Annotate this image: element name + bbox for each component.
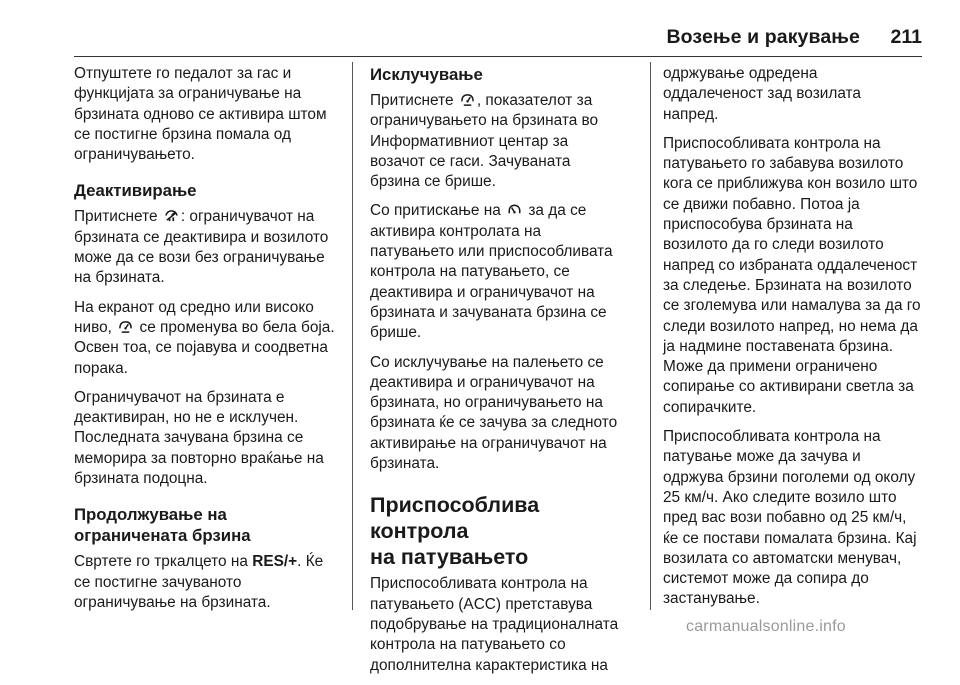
watermark: carmanualsonline.info <box>686 618 846 635</box>
paragraph-ignition-off: Со исклучување на палењето се деактивира и ограничувачот на брзината, но ограничувањето на брзината ќе се зачува за следното активирање на ограничувачот на брзината. <box>370 353 618 473</box>
speed-limiter-pause-icon <box>164 208 179 223</box>
paragraph-display-white <box>74 298 342 379</box>
text-fragment: Свртете го тркалцето на <box>74 553 253 571</box>
text-fragment: Со притискање на <box>370 202 506 220</box>
text-fragment: На екранот од средно или високо ниво, <box>74 298 314 336</box>
res-plus-key: RES/+ <box>252 553 298 571</box>
column-3 <box>663 64 929 619</box>
paragraph-acc-speeds: Приспособливата контрола на патување може да зачува и одржува брзини поголеми од околу 25 км/ч. Ако следите возило што пред вас вози побавно од 25 км/ч, ќе се постави помалата брзина. Кај возилата со автоматски менувач, системот може да сопира до застанување. <box>663 428 917 608</box>
text-fragment: Притиснете <box>370 92 458 109</box>
text-fragment: Притиснете <box>74 208 162 226</box>
paragraph-acc-intro: Приспособливата контрола на патувањето (ACC) претставува подобрување на традиционалната контрола на патувањето со дополнителна карактеристика на <box>370 575 619 674</box>
text-fragment: за да се активира контролата на патувањето или приспособливата контрола на патувањето, се деактивира и ограничувачот на брзината и зачуваната брзина се брише. <box>370 202 613 342</box>
column-2 <box>370 64 642 685</box>
heading-deactivation: Деактивирање <box>74 181 197 201</box>
paragraph-acc-slowing: Приспособливата контрола на патувањето го забавува возилото кога се приближува кон возило што се движи побавно. Потоа ја приспособува брзината на возилото да го следи возилото напред со избраната оддалеченост за следење. Брзината на возилото се зголемува или намалува за да го следи возилото напред, но нема да ја надмине поставената брзина. Може да примени ограничено сопирање со активирани светла за сопирачките. <box>663 134 921 416</box>
cruise-control-icon <box>507 202 522 217</box>
page-title: Возење и ракување <box>666 26 860 48</box>
speed-limiter-icon <box>118 319 133 334</box>
paragraph-switch-off <box>370 91 642 192</box>
heading-resume-limited-speed: Продолжување на ограничената брзина <box>74 505 251 546</box>
paragraph-cruise-press <box>370 201 642 343</box>
text-fragment: се променува во бела боја. Освен тоа, се појавува и соодветна порака. <box>74 318 335 377</box>
text-fragment: : ограничувачот на брзината се деактивира и возилото може да се вози без ограничување на брзината. <box>74 208 329 287</box>
heading-adaptive-cruise: Приспособлива контрола на патувањето <box>370 493 540 570</box>
column-1 <box>74 64 342 622</box>
heading-switch-off: Исклучување <box>370 65 483 84</box>
header-rule <box>74 56 922 57</box>
text-fragment: , показателот за ограничувањето на брзината во Информативниот центар за возачот се гаси. Зачуваната брзина се брише. <box>370 92 599 191</box>
paragraph-resume <box>74 552 342 613</box>
paragraph-deactivation <box>74 207 342 288</box>
speed-limiter-icon <box>460 92 475 107</box>
column-divider-2 <box>650 62 651 610</box>
paragraph-release-pedal: Отпуштете го педалот за гас и функцијата за ограничување на брзината одново се активира штом се постигне брзина помала од ограничувањето. <box>74 65 327 164</box>
paragraph-deactivated-not-off: Ограничувачот на брзината е деактивиран, но не е исклучен. Последната зачувана брзина се меморира за повторно враќање на брзината подоцна. <box>74 388 324 488</box>
page-number: 211 <box>890 26 922 48</box>
column-divider-1 <box>352 62 353 610</box>
paragraph-acc-distance: одржување одредена оддалеченост зад возилата напред. <box>663 65 861 123</box>
page-header <box>0 22 960 56</box>
text-fragment: . Ќе се постигне зачуваното ограничување на брзината. <box>74 553 324 611</box>
